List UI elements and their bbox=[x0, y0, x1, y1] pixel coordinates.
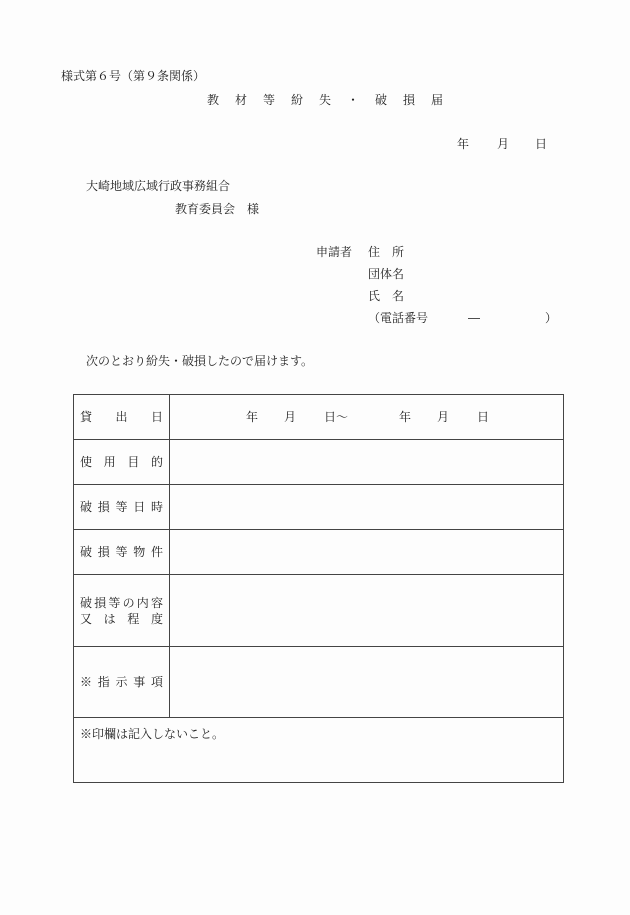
loan-start-year: 年 bbox=[246, 410, 259, 424]
date-year: 年 bbox=[457, 137, 470, 151]
loan-start-day: 日～ bbox=[324, 410, 349, 424]
note-cell bbox=[74, 718, 564, 783]
instructions-label: ※指示事項 bbox=[74, 647, 170, 718]
table-row-note bbox=[74, 718, 564, 783]
table-row-damaged-item bbox=[74, 530, 564, 575]
applicant-group-label: 団体名 bbox=[368, 267, 405, 281]
damage-datetime-label: 破損等日時 bbox=[74, 485, 170, 530]
damage-details-field[interactable] bbox=[170, 575, 564, 647]
loan-end-day: 日 bbox=[477, 410, 490, 424]
loan-date-label: 貸出日 bbox=[74, 395, 170, 440]
table-row-purpose bbox=[74, 440, 564, 485]
date-day: 日 bbox=[535, 137, 548, 151]
phone-close: ） bbox=[545, 311, 558, 325]
table-row-damage-datetime bbox=[74, 485, 564, 530]
applicant-label: 申請者 bbox=[316, 245, 353, 259]
applicant-phone-label: （電話番号 bbox=[368, 311, 429, 325]
table-row-loan-date bbox=[74, 395, 564, 440]
damaged-item-label: 破損等物件 bbox=[74, 530, 170, 575]
applicant-address-label: 住 所 bbox=[368, 245, 405, 259]
damage-datetime-field[interactable] bbox=[170, 485, 564, 530]
report-table bbox=[73, 394, 564, 783]
page-title: 教材等紛失・破損届 bbox=[207, 93, 460, 107]
loan-start-month: 月 bbox=[284, 410, 297, 424]
date-month: 月 bbox=[497, 137, 510, 151]
purpose-label: 使用目的 bbox=[74, 440, 170, 485]
addressee-org: 大崎地域広域行政事務組合 bbox=[86, 179, 231, 193]
form-number: 様式第６号（第９条関係） bbox=[61, 69, 206, 83]
instructions-field[interactable] bbox=[170, 647, 564, 718]
table-row-damage-details bbox=[74, 575, 564, 647]
purpose-field[interactable] bbox=[170, 440, 564, 485]
note-text: ※印欄は記入しないこと。 bbox=[80, 727, 225, 741]
intro-text: 次のとおり紛失・破損したので届けます。 bbox=[86, 354, 314, 368]
damaged-item-field[interactable] bbox=[170, 530, 564, 575]
phone-dash: ― bbox=[468, 311, 480, 325]
applicant-name-label: 氏 名 bbox=[368, 289, 405, 303]
loan-end-month: 月 bbox=[437, 410, 450, 424]
table-row-instructions bbox=[74, 647, 564, 718]
loan-end-year: 年 bbox=[399, 410, 412, 424]
addressee-dept: 教育委員会 様 bbox=[175, 202, 260, 216]
loan-date-field[interactable] bbox=[170, 395, 564, 440]
damage-details-label: 破損等の内容 又は程度 bbox=[74, 575, 170, 647]
